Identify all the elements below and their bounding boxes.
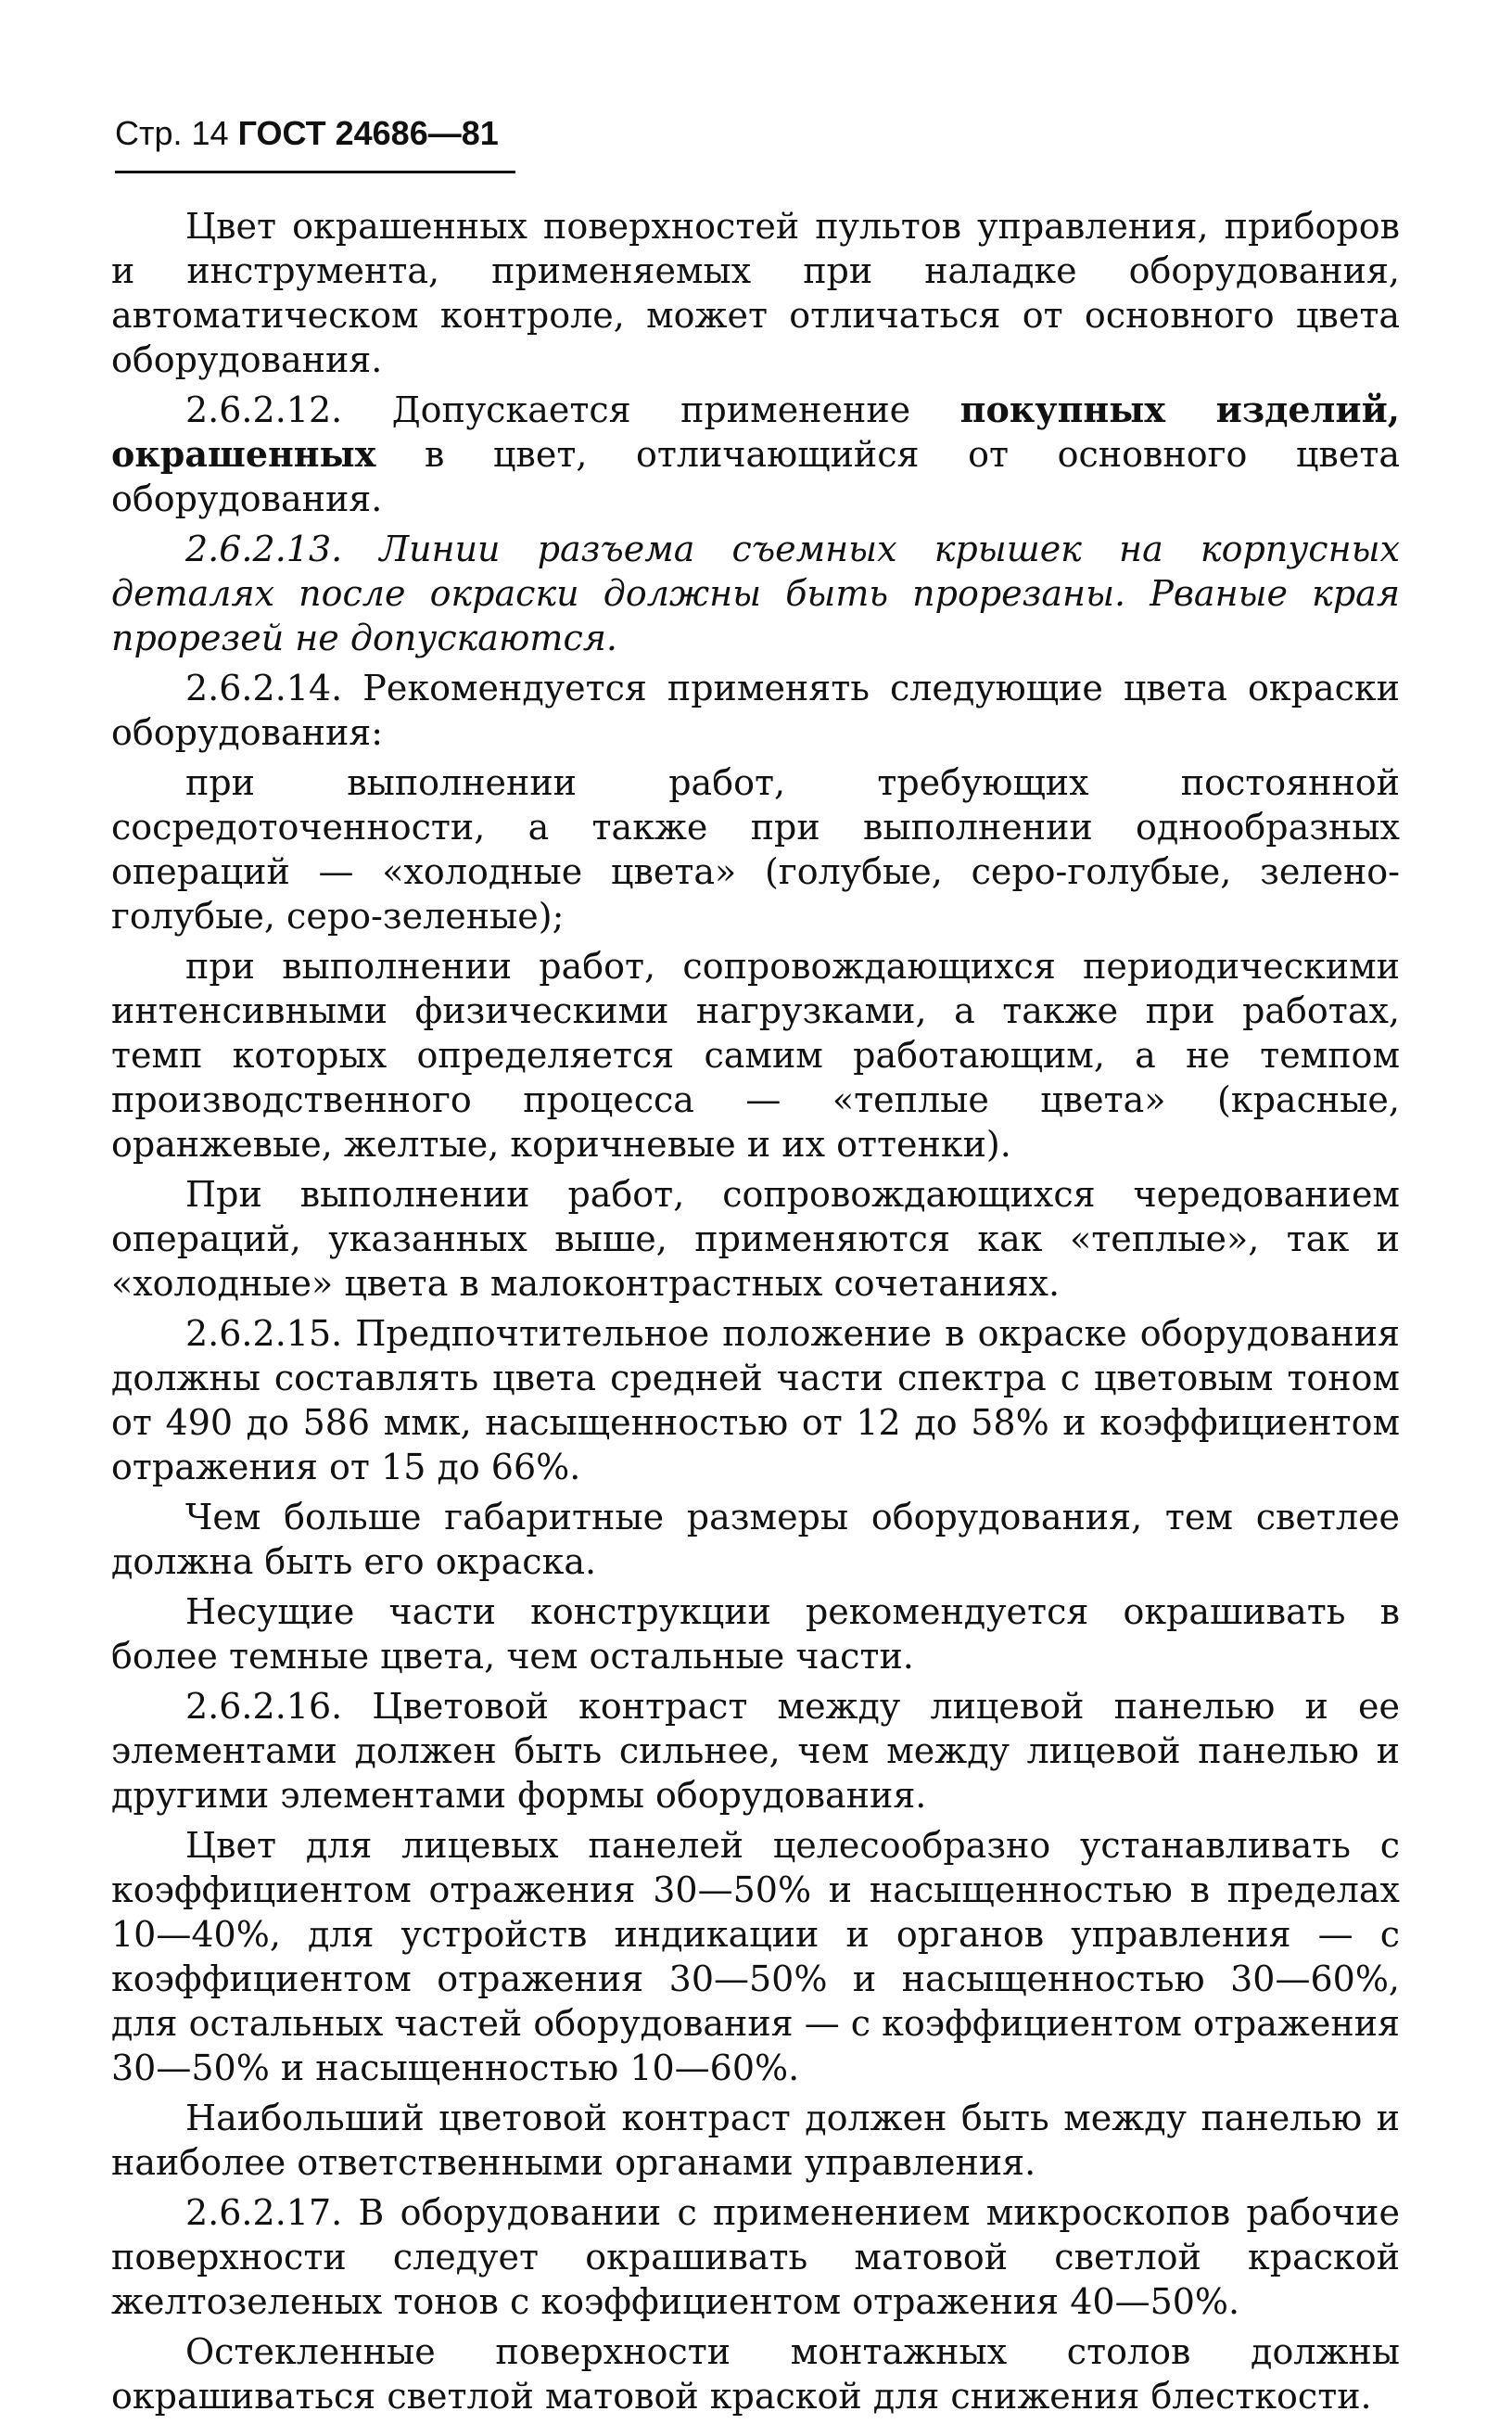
clause-2-6-2-12 [111,388,1400,521]
paragraph-dimensions: Чем больше габаритные размеры оборудования, тем светлее должна быть его окраска. [111,1497,1400,1582]
page-number: Стр. 14 [115,114,229,152]
clause-2-6-2-15: 2.6.2.15. Предпочтительное положение в окраске оборудования должны составлять цвета средней части спектра с цветовым тоном от 490 до 586 ммк, насыщенностью от 12 до 58% и коэффициентом отражения от 15 до 66%. [111,1313,1400,1487]
paragraph-control-colors: Цвет окрашенных поверхностей пультов управления, приборов и инструмента, применяемых при наладке оборудования, автоматическом контроле, может отличаться от основного цвета оборудования. [111,206,1400,380]
paragraph-front-panels: Цвет для лицевых панелей целесообразно устанавливать с коэффициентом отражения 30—50% и насыщенностью в пределах 10—40%, для устройств индикации и органов управления — с коэффициентом отражения 30—50% и насыщенностью 30—60%, для остальных частей оборудования — с коэффициентом отражения 30—50% и насыщенностью 10—60%. [111,1825,1400,2088]
document-body [111,204,1400,2424]
clause-2-6-2-14: 2.6.2.14. Рекомендуется применять следующие цвета окраски оборудования: [111,668,1400,753]
clause-2-6-2-12-bold: покупных изделий, окрашенных [111,389,1400,475]
clause-2-6-2-12-start: 2.6.2.12. Допускается применение [185,389,960,430]
clause-2-6-2-12-end: в цвет, отличающийся от основного цвета оборудования. [111,434,1400,519]
list-item-warm-colors: при выполнении работ, сопровождающихся периодическими интенсивными физическими нагрузками, а также при работах, темп которых определяется самим работающим, а не темпом производственного процесса — «теплые цвета» (красные, оранжевые, желтые, коричневые и их оттенки). [111,946,1400,1165]
paragraph-load-bearing: Несущие части конструкции рекомендуется окрашивать в более темные цвета, чем остальные части. [111,1591,1400,1677]
paragraph-glazed-surfaces: Остекленные поверхности монтажных столов должны окрашиваться светлой матовой краской для снижения блесткости. [111,2331,1400,2417]
page-header [115,113,499,154]
paragraph-mixed-colors: При выполнении работ, сопровождающихся чередованием операций, указанных выше, применяются как «теплые», так и «холодные» цвета в малоконтрастных сочетаниях. [111,1174,1400,1304]
standard-number: ГОСТ 24686—81 [237,114,499,152]
clause-2-6-2-13: 2.6.2.13. Линии разъема съемных крышек на корпусных деталях после окраски должны быть прорезаны. Рваные края прорезей не допускаются. [111,529,1400,658]
paragraph-max-contrast: Наибольший цветовой контраст должен быть между панелью и наиболее ответственными органами управления. [111,2098,1400,2183]
header-rule [115,171,515,173]
clause-2-6-2-16: 2.6.2.16. Цветовой контраст между лицевой панелью и ее элементами должен быть сильнее, чем между лицевой панелью и другими элементами формы оборудования. [111,1686,1400,1816]
list-item-cold-colors: при выполнении работ, требующих постоянной сосредоточенности, а также при выполнении однообразных операций — «холодные цвета» (голубые, серо-голубые, зелено-голубые, серо-зеленые); [111,762,1400,937]
clause-2-6-2-17: 2.6.2.17. В оборудовании с применением микроскопов рабочие поверхности следует окрашивать матовой светлой краской желтозеленых тонов с коэффициентом отражения 40—50%. [111,2192,1400,2322]
